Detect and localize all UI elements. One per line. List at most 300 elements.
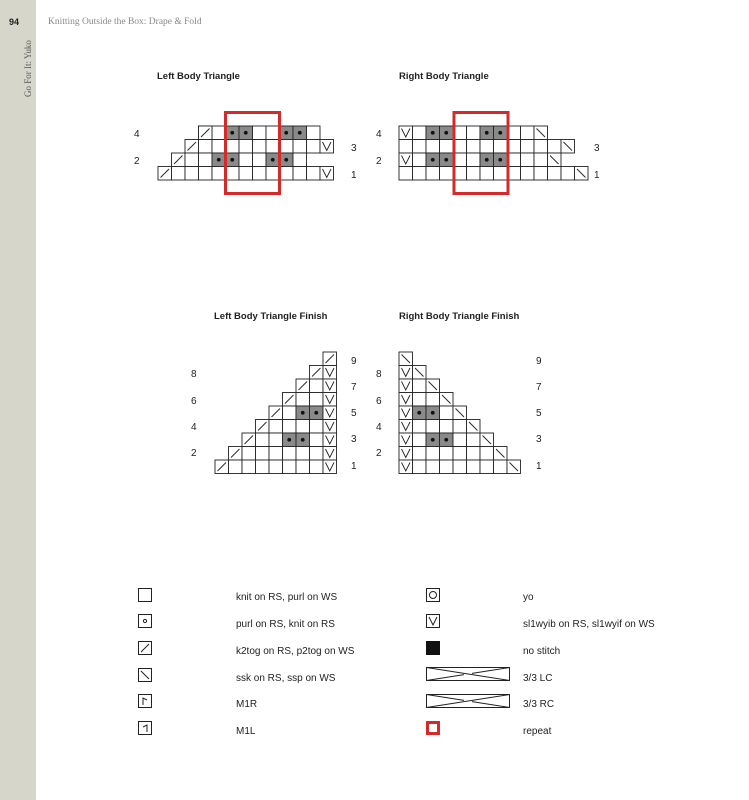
chart-cell — [521, 126, 535, 140]
knit-symbol-icon — [138, 588, 152, 602]
purl-dot — [217, 158, 221, 162]
chart-cell — [521, 140, 535, 154]
purl-cell — [426, 406, 440, 420]
legend-label-yo: yo — [523, 592, 534, 603]
chart-cell — [212, 167, 226, 181]
row-number: 6 — [191, 396, 197, 407]
row-number: 7 — [536, 382, 542, 393]
chart-cell — [480, 167, 494, 181]
row-number: 3 — [351, 143, 357, 154]
yo-symbol-icon — [426, 588, 440, 602]
purl-dot — [244, 131, 248, 135]
chart-cell — [453, 420, 467, 434]
chart-cell — [323, 352, 337, 366]
row-number: 2 — [134, 156, 140, 167]
chart-cell — [158, 167, 172, 181]
chart-cell — [283, 393, 297, 407]
chart-cell — [256, 420, 270, 434]
legend-label-knit: knit on RS, purl on WS — [236, 592, 338, 603]
chart-cell — [256, 433, 270, 447]
chart-cell — [453, 433, 467, 447]
ssk-mark — [442, 395, 451, 404]
legend-label-rc: 3/3 RC — [523, 699, 555, 710]
purl-dot — [485, 158, 489, 162]
chart-cell — [199, 126, 213, 140]
sidebar-strip — [0, 0, 36, 800]
chart-cell — [399, 153, 413, 167]
purl-cell — [280, 126, 294, 140]
ssk-mark — [483, 436, 492, 445]
k2tog-mark — [161, 169, 170, 178]
legend-label-purl: purl on RS, knit on RS — [236, 619, 335, 630]
chart-cell — [185, 167, 199, 181]
chart-cell — [413, 366, 427, 380]
chart-cell — [399, 167, 413, 181]
chart-cell — [494, 140, 508, 154]
k2tog-mark — [285, 395, 294, 404]
k2tog-mark — [299, 382, 308, 391]
repeat-symbol-icon — [426, 721, 440, 735]
ssk-mark — [537, 129, 546, 138]
purl-cell — [296, 433, 310, 447]
k2tog-mark — [245, 436, 254, 445]
chart-cell — [242, 447, 256, 461]
slip-mark — [326, 463, 335, 472]
chart-cell — [399, 366, 413, 380]
chart-cell — [296, 393, 310, 407]
slip-mark — [326, 422, 335, 431]
purl-dot — [498, 131, 502, 135]
chart-cell — [226, 167, 240, 181]
purl-dot — [431, 131, 435, 135]
row-number: 6 — [376, 396, 382, 407]
k2tog-mark — [312, 368, 321, 377]
chart-cell — [310, 433, 324, 447]
slip-mark — [326, 368, 335, 377]
k2tog-mark — [258, 422, 267, 431]
chart-cell — [399, 420, 413, 434]
row-number: 3 — [594, 143, 600, 154]
chart-cell — [256, 447, 270, 461]
slip-mark — [323, 169, 332, 178]
purl-dot — [301, 411, 305, 415]
chart-cell — [561, 167, 575, 181]
chart-cell — [453, 406, 467, 420]
chart-cell — [467, 167, 481, 181]
ssk-mark — [456, 409, 465, 418]
legend-label-slip: sl1wyib on RS, sl1wyif on WS — [523, 619, 655, 630]
chart-cell — [467, 140, 481, 154]
k2tog-mark — [231, 449, 240, 458]
m1r-symbol-icon — [138, 694, 152, 708]
chart-cell — [426, 379, 440, 393]
chart-cell — [310, 393, 324, 407]
purl-cell — [310, 406, 324, 420]
chart-cell — [399, 460, 413, 474]
row-number: 8 — [191, 369, 197, 380]
chart-cell — [453, 153, 467, 167]
chart-cell — [253, 126, 267, 140]
chart-cell — [323, 366, 337, 380]
purl-cell — [426, 153, 440, 167]
legend-label-repeat: repeat — [523, 726, 552, 737]
row-number: 3 — [351, 434, 357, 445]
ssk-symbol-icon — [138, 668, 152, 682]
purl-dot — [444, 158, 448, 162]
chart-cell — [413, 460, 427, 474]
chart-cell — [467, 126, 481, 140]
chart-cell — [480, 433, 494, 447]
chart-cell — [320, 167, 334, 181]
purl-symbol-icon — [138, 614, 152, 628]
purl-dot — [431, 158, 435, 162]
chart-title-left-body: Left Body Triangle — [157, 71, 240, 82]
chart-cell — [253, 167, 267, 181]
chart-cell — [534, 140, 548, 154]
purl-dot — [271, 158, 275, 162]
purl-cell — [239, 126, 253, 140]
purl-dot — [485, 131, 489, 135]
row-number: 4 — [191, 422, 197, 433]
chart-cell — [534, 153, 548, 167]
chart-cell — [413, 153, 427, 167]
chart-cell — [269, 433, 283, 447]
legend-label-m1r: M1R — [236, 699, 258, 710]
chart-cell — [269, 447, 283, 461]
k2tog-mark — [201, 129, 210, 138]
purl-dot — [284, 158, 288, 162]
row-number: 1 — [351, 170, 357, 181]
chart-cell — [323, 447, 337, 461]
chart-cell — [440, 140, 454, 154]
chart-cell — [185, 140, 199, 154]
legend-label-k2tog: k2tog on RS, p2tog on WS — [236, 646, 355, 657]
chart-cell — [494, 167, 508, 181]
chart-cell — [480, 140, 494, 154]
chart-cell — [266, 140, 280, 154]
chart-cell — [310, 420, 324, 434]
chart-cell — [453, 460, 467, 474]
row-number: 2 — [376, 448, 382, 459]
chart-cell — [426, 140, 440, 154]
slip-mark — [402, 463, 411, 472]
chart-cell — [426, 393, 440, 407]
chart-cell — [253, 140, 267, 154]
purl-dot — [314, 411, 318, 415]
row-number: 2 — [191, 448, 197, 459]
chart-title-right-body: Right Body Triangle — [399, 71, 489, 82]
chart-cell — [467, 420, 481, 434]
purl-cell — [296, 406, 310, 420]
chart-cell — [172, 167, 186, 181]
slip-mark — [326, 436, 335, 445]
chart-cell — [467, 447, 481, 461]
purl-cell — [480, 126, 494, 140]
repeat-box — [226, 113, 280, 194]
row-number: 2 — [376, 156, 382, 167]
row-number: 1 — [594, 170, 600, 181]
side-section-title: Go For It: Yuko — [23, 40, 33, 97]
purl-dot — [298, 131, 302, 135]
row-number: 5 — [351, 408, 357, 419]
chart-cell — [212, 126, 226, 140]
legend-label-m1l: M1L — [236, 726, 256, 737]
chart-cell — [320, 140, 334, 154]
row-number: 9 — [351, 356, 357, 367]
purl-dot — [287, 438, 291, 442]
chart-cell — [440, 393, 454, 407]
cable-rc-symbol-icon — [426, 694, 510, 708]
chart-cell — [215, 460, 229, 474]
row-number: 7 — [351, 382, 357, 393]
chart-cell — [440, 420, 454, 434]
chart-title-right-finish: Right Body Triangle Finish — [399, 311, 520, 322]
row-number: 8 — [376, 369, 382, 380]
chart-cell — [413, 140, 427, 154]
slip-mark — [402, 395, 411, 404]
slip-mark — [326, 409, 335, 418]
row-number: 1 — [536, 461, 542, 472]
chart-cell — [212, 140, 226, 154]
purl-dot — [284, 131, 288, 135]
slip-mark — [402, 382, 411, 391]
purl-cell — [293, 126, 307, 140]
chart-cell — [426, 167, 440, 181]
chart-cell — [548, 153, 562, 167]
chart-cell — [293, 153, 307, 167]
chart-cell — [521, 153, 535, 167]
chart-cell — [399, 433, 413, 447]
ssk-mark — [564, 142, 573, 151]
ssk-mark — [402, 355, 411, 364]
slip-mark — [326, 395, 335, 404]
chart-cell — [494, 447, 508, 461]
slip-mark — [323, 142, 332, 151]
chart-cell — [310, 366, 324, 380]
chart-cell — [399, 447, 413, 461]
chart-title-left-finish: Left Body Triangle Finish — [214, 311, 328, 322]
chart-cell — [494, 460, 508, 474]
chart-cell — [266, 126, 280, 140]
slip-mark — [402, 368, 411, 377]
chart-cell — [307, 140, 321, 154]
purl-cell — [494, 126, 508, 140]
cable-lc-symbol-icon — [426, 667, 510, 681]
purl-cell — [440, 126, 454, 140]
chart-cell — [507, 460, 521, 474]
chart-cell — [413, 379, 427, 393]
chart-cell — [548, 167, 562, 181]
chart-cell — [440, 460, 454, 474]
k2tog-mark — [326, 355, 335, 364]
k2tog-mark — [174, 156, 183, 165]
slip-mark — [402, 422, 411, 431]
ssk-mark — [550, 156, 559, 165]
legend-label-lc: 3/3 LC — [523, 673, 553, 684]
row-number: 1 — [351, 461, 357, 472]
chart-cell — [283, 420, 297, 434]
chart-cell — [453, 167, 467, 181]
chart-cell — [199, 126, 213, 140]
ssk-mark — [496, 449, 505, 458]
chart-cell — [575, 167, 589, 181]
ssk-mark — [429, 382, 438, 391]
chart-cell — [323, 406, 337, 420]
chart-cell — [239, 140, 253, 154]
purl-cell — [426, 126, 440, 140]
chart-cell — [239, 167, 253, 181]
chart-cell — [296, 447, 310, 461]
purl-cell — [440, 433, 454, 447]
purl-dot — [417, 411, 421, 415]
chart-cell — [323, 460, 337, 474]
chart-cell — [283, 406, 297, 420]
chart-cell — [310, 460, 324, 474]
chart-cell — [323, 420, 337, 434]
page-number: 94 — [9, 17, 20, 27]
row-number: 5 — [536, 408, 542, 419]
chart-cell — [507, 126, 521, 140]
chart-cell — [199, 140, 213, 154]
chart-cell — [269, 406, 283, 420]
chart-cell — [534, 167, 548, 181]
chart-cell — [307, 126, 321, 140]
chart-cell — [467, 460, 481, 474]
chart-cell — [480, 460, 494, 474]
purl-cell — [212, 153, 226, 167]
chart-cell — [413, 126, 427, 140]
chart-cell — [199, 153, 213, 167]
purl-dot — [301, 438, 305, 442]
purl-dot — [498, 158, 502, 162]
chart-cell — [269, 420, 283, 434]
ssk-mark — [469, 422, 478, 431]
chart-cell — [413, 393, 427, 407]
purl-cell — [226, 153, 240, 167]
chart-cell — [426, 460, 440, 474]
chart-cell — [399, 352, 413, 366]
purl-cell — [280, 153, 294, 167]
slip-mark — [326, 382, 335, 391]
chart-cell — [269, 460, 283, 474]
purl-cell — [494, 153, 508, 167]
row-number: 9 — [536, 356, 542, 367]
chart-cell — [453, 126, 467, 140]
purl-dot — [444, 131, 448, 135]
chart-cell — [413, 420, 427, 434]
chart-cell — [310, 379, 324, 393]
purl-cell — [266, 153, 280, 167]
purl-dot — [431, 411, 435, 415]
chart-cell — [307, 167, 321, 181]
row-number: 4 — [376, 422, 382, 433]
legend-label-no-stitch: no stitch — [523, 646, 561, 657]
chart-cell — [507, 140, 521, 154]
chart-cell — [323, 379, 337, 393]
chart-cell — [467, 153, 481, 167]
chart-cell — [310, 447, 324, 461]
running-title: Knitting Outside the Box: Drape & Fold — [48, 17, 202, 27]
watermark: PassionForum.ru — [666, 782, 743, 793]
chart-cell — [280, 140, 294, 154]
chart-cell — [296, 420, 310, 434]
chart-cell — [253, 153, 267, 167]
chart-cell — [283, 460, 297, 474]
purl-dot — [230, 158, 234, 162]
chart-cell — [480, 447, 494, 461]
chart-cell — [399, 393, 413, 407]
chart-cell — [521, 167, 535, 181]
slip-mark — [402, 156, 411, 165]
row-number: 3 — [536, 434, 542, 445]
k2tog-symbol-icon — [138, 641, 152, 655]
purl-dot — [444, 438, 448, 442]
ssk-mark — [577, 169, 586, 178]
chart-cell — [534, 126, 548, 140]
row-number: 4 — [134, 129, 140, 140]
chart-cell — [507, 153, 521, 167]
purl-cell — [440, 153, 454, 167]
chart-cell — [283, 447, 297, 461]
slip-mark — [402, 129, 411, 138]
ssk-mark — [510, 463, 519, 472]
chart-cell — [242, 433, 256, 447]
chart-cell — [323, 433, 337, 447]
ssk-mark — [415, 368, 424, 377]
chart-cell — [172, 153, 186, 167]
chart-cell — [229, 460, 243, 474]
chart-cell — [561, 140, 575, 154]
chart-cell — [467, 433, 481, 447]
chart-cell — [256, 460, 270, 474]
no-stitch-symbol-icon — [426, 641, 440, 655]
k2tog-mark — [188, 142, 197, 151]
slip-mark — [402, 449, 411, 458]
chart-cell — [413, 447, 427, 461]
chart-cell — [440, 167, 454, 181]
chart-cell — [426, 447, 440, 461]
slip-mark — [326, 449, 335, 458]
chart-cell — [440, 447, 454, 461]
chart-cell — [399, 406, 413, 420]
chart-cell — [293, 140, 307, 154]
k2tog-mark — [218, 463, 227, 472]
purl-dot — [230, 131, 234, 135]
purl-dot — [431, 438, 435, 442]
chart-cell — [426, 420, 440, 434]
chart-cell — [440, 406, 454, 420]
chart-cell — [280, 167, 294, 181]
chart-cell — [226, 140, 240, 154]
row-number: 4 — [376, 129, 382, 140]
chart-cell — [399, 126, 413, 140]
chart-cell — [293, 167, 307, 181]
slip-mark — [402, 436, 411, 445]
slip-symbol-icon — [426, 614, 440, 628]
purl-cell — [426, 433, 440, 447]
chart-cell — [548, 140, 562, 154]
purl-cell — [226, 126, 240, 140]
chart-cell — [239, 153, 253, 167]
repeat-box — [454, 113, 508, 194]
chart-cell — [242, 460, 256, 474]
chart-cell — [185, 153, 199, 167]
chart-cell — [507, 167, 521, 181]
chart-cell — [229, 447, 243, 461]
purl-cell — [283, 433, 297, 447]
chart-cell — [296, 460, 310, 474]
slip-mark — [402, 409, 411, 418]
